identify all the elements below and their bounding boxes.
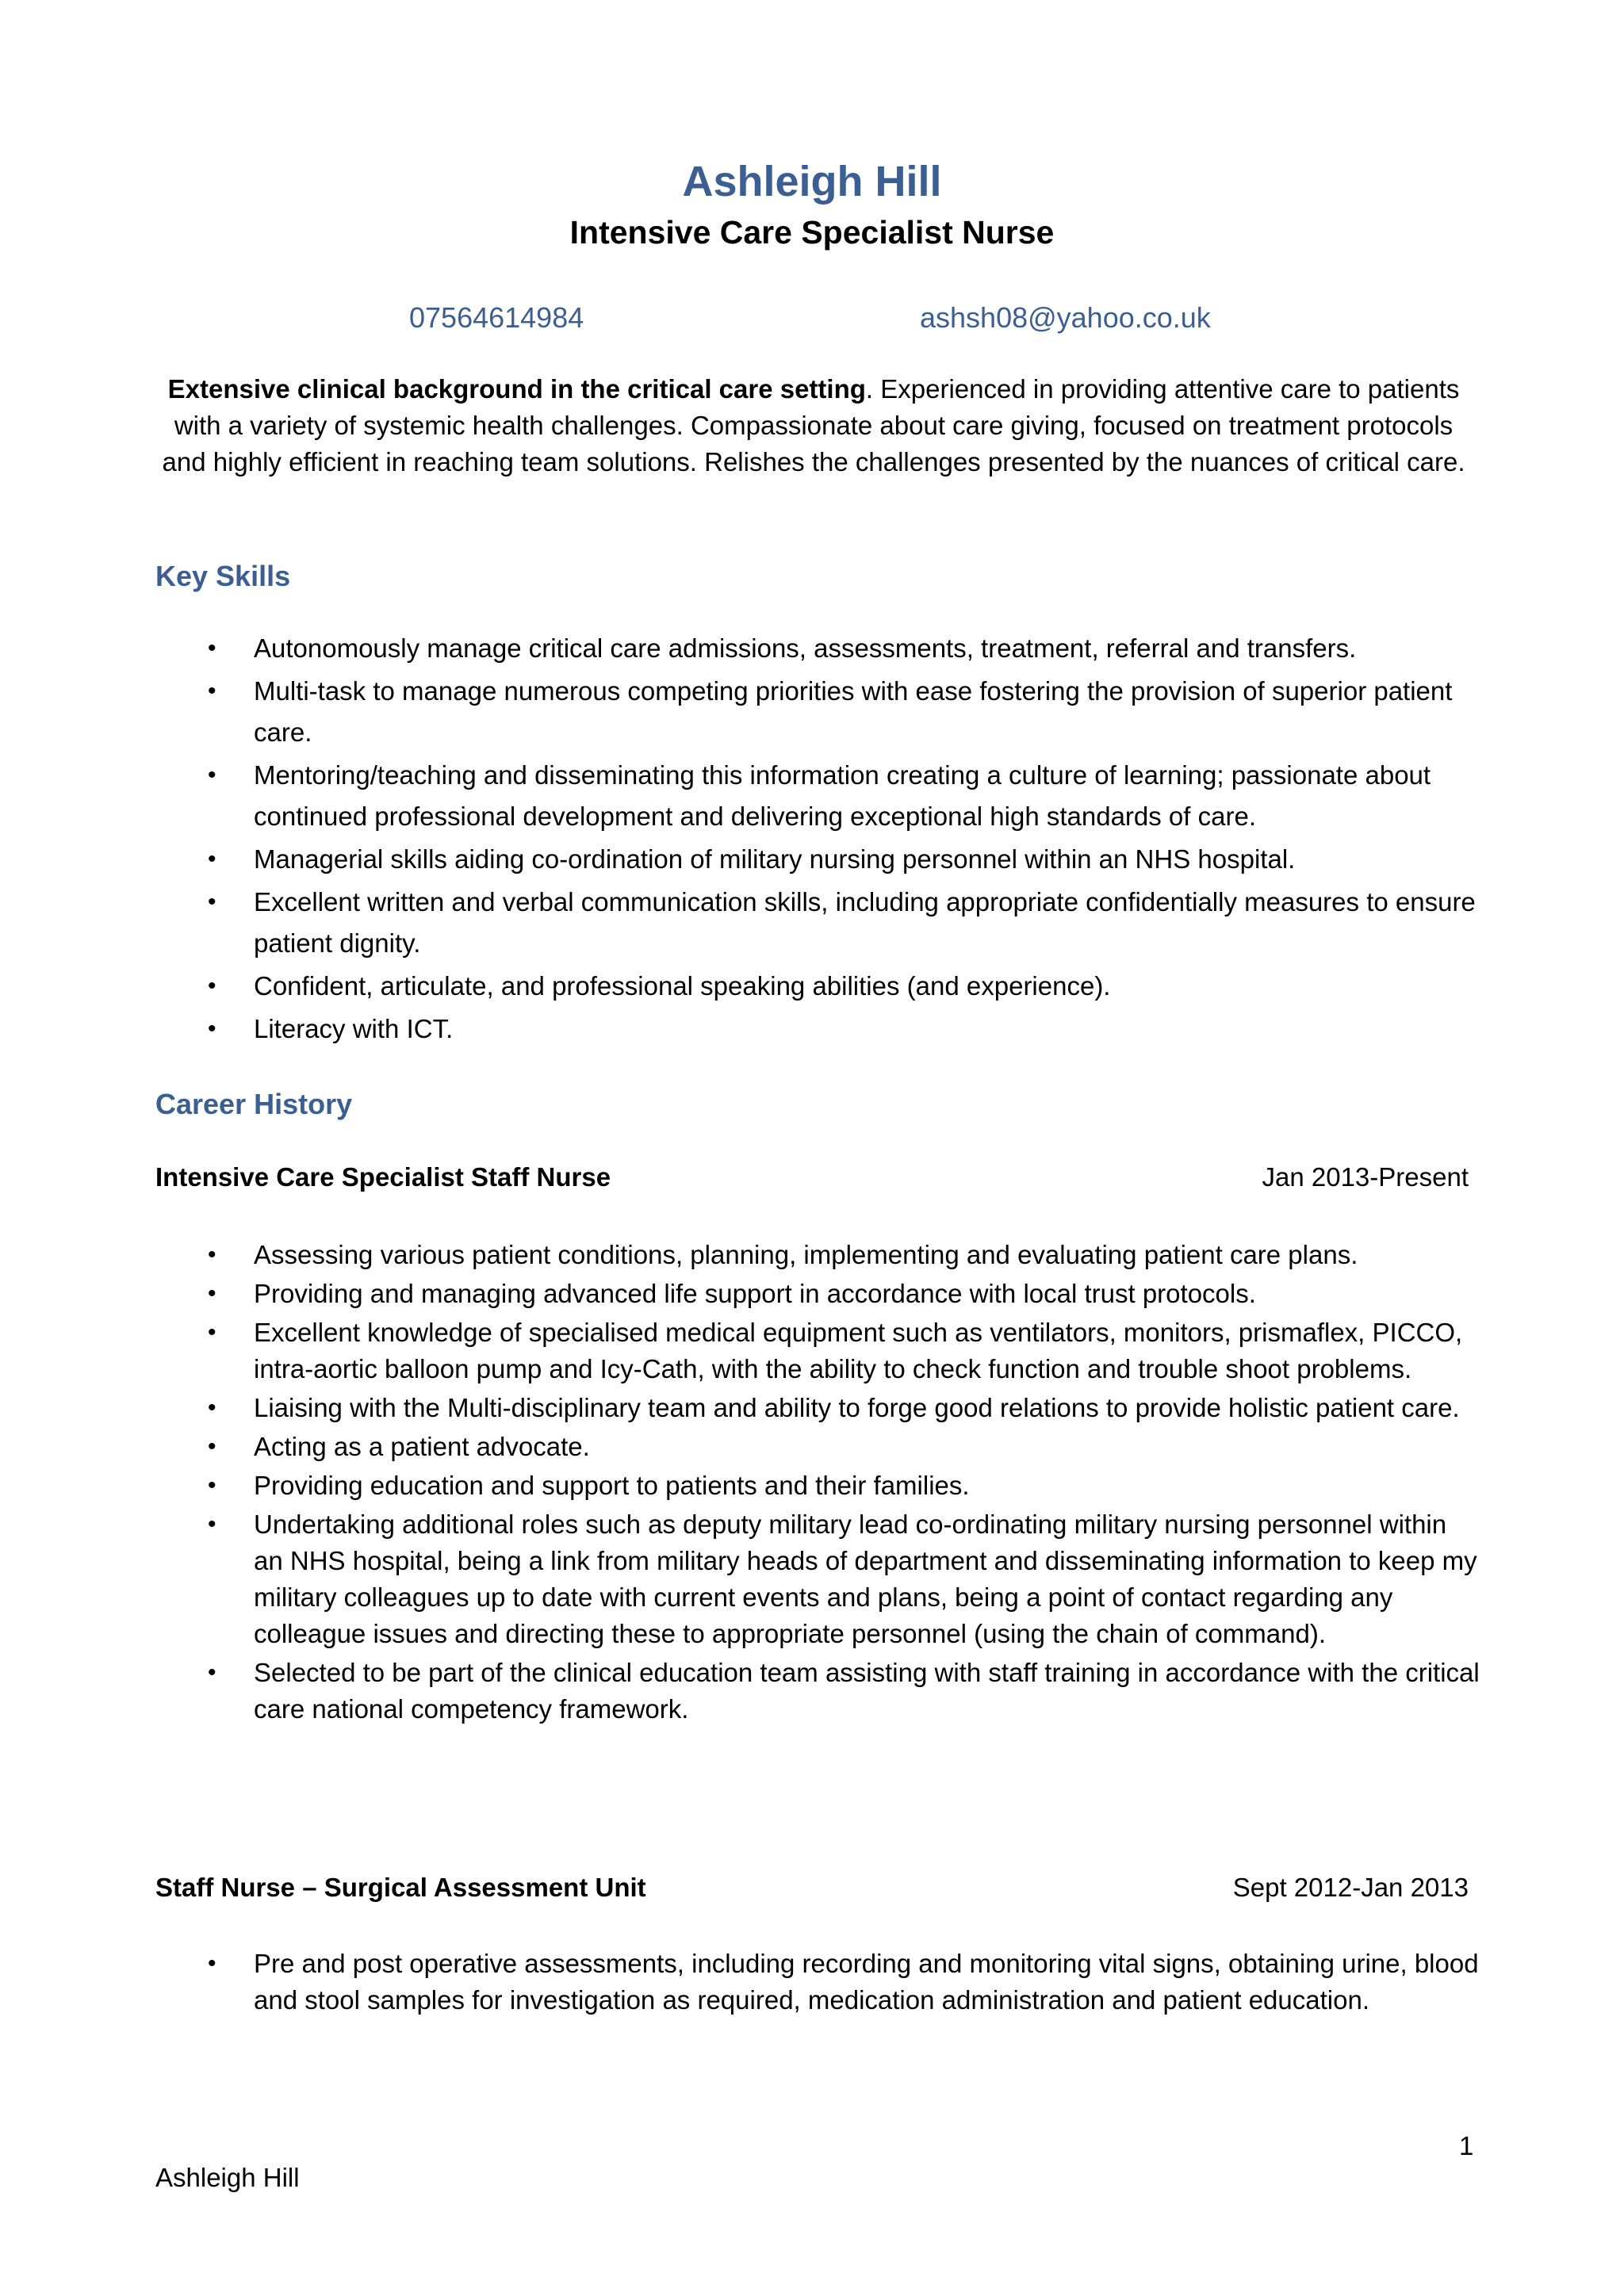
duty-text: Liaising with the Multi-disciplinary team and ability to forge good relations to provide holistic patient care.	[254, 1393, 1460, 1422]
duty-text: Excellent knowledge of specialised medical equipment such as ventilators, monitors, prismaflex, PICCO, intra-aortic balloon pump and Icy-Cath, with the ability to check function and trouble shoot problems.	[254, 1318, 1463, 1383]
bullet-icon: •	[208, 973, 216, 999]
bullet-icon: •	[208, 1242, 216, 1268]
bullet-icon: •	[208, 762, 216, 788]
bullet-icon: •	[208, 1511, 216, 1537]
candidate-name: Ashleigh Hill	[682, 158, 942, 205]
duty-text: Undertaking additional roles such as deputy military lead co-ordinating military nursing personnel within an NHS hospital, being a link from military heads of department and disseminating information to keep my military colleagues up to date with current events and plans, being a point of contact regarding any colleague issues and directing these to appropriate personnel (using the chain of command).	[254, 1510, 1477, 1648]
job-title: Intensive Care Specialist Staff Nurse	[155, 1162, 611, 1192]
footer-name: Ashleigh Hill	[155, 2163, 300, 2192]
key-skills-heading: Key Skills	[155, 560, 291, 592]
skill-text: Autonomously manage critical care admissions, assessments, treatment, referral and transfers.	[254, 633, 1357, 663]
list-item	[155, 1429, 1480, 1465]
skill-text: Mentoring/teaching and disseminating this information creating a culture of learning; passionate about continued professional development and delivering exceptional high standards of care.	[254, 760, 1431, 831]
list-item	[155, 966, 1480, 1007]
skill-text: Excellent written and verbal communication skills, including appropriate confidentially measures to ensure patient dignity.	[254, 887, 1476, 958]
list-item	[155, 1655, 1480, 1728]
list-item	[155, 1237, 1480, 1273]
list-item	[155, 1506, 1480, 1652]
skill-text: Literacy with ICT.	[254, 1014, 454, 1043]
bullet-icon: •	[208, 1280, 216, 1307]
duty-text: Pre and post operative assessments, including recording and monitoring vital signs, obtaining urine, blood and stool samples for investigation as required, medication administration and patient education.	[254, 1949, 1479, 2015]
job-duties-list	[155, 1946, 1480, 2021]
job-dates: Jan 2013-Present	[1262, 1162, 1469, 1192]
list-item	[155, 671, 1480, 753]
bullet-icon: •	[208, 1395, 216, 1421]
job-duties-list	[155, 1237, 1480, 1730]
list-item	[155, 628, 1480, 669]
bullet-icon: •	[208, 1659, 216, 1686]
list-item	[155, 839, 1480, 880]
duty-text: Providing and managing advanced life support in accordance with local trust protocols.	[254, 1279, 1256, 1308]
duty-text: Providing education and support to patients and their families.	[254, 1471, 970, 1500]
bullet-icon: •	[208, 1016, 216, 1042]
list-item	[155, 1008, 1480, 1050]
bullet-icon: •	[208, 889, 216, 915]
career-history-heading: Career History	[155, 1088, 353, 1120]
list-item	[155, 1390, 1480, 1426]
email-address: ashsh08@yahoo.co.uk	[920, 301, 1211, 334]
summary-text: . Experienced in providing attentive care to patients with a variety of systemic health challenges. Compassionate about care giving, focused on treatment protocols and highly efficient in reaching team solutions. Relishes the challenges presented by the nuances of critical care.	[162, 374, 1465, 476]
bullet-icon: •	[208, 1319, 216, 1345]
list-item	[155, 1946, 1480, 2019]
phone-number: 07564614984	[409, 301, 584, 334]
list-item	[155, 882, 1480, 964]
list-item	[155, 1276, 1480, 1312]
job-header	[155, 1162, 1469, 1192]
key-skills-list	[155, 628, 1480, 1051]
candidate-title: Intensive Care Specialist Nurse	[569, 214, 1055, 251]
job-header	[155, 1873, 1469, 1903]
duty-text: Selected to be part of the clinical education team assisting with staff training in accordance with the critical care national competency framework.	[254, 1658, 1480, 1724]
bullet-icon: •	[208, 846, 216, 872]
list-item	[155, 1314, 1480, 1387]
skill-text: Confident, articulate, and professional speaking abilities (and experience).	[254, 971, 1111, 1001]
bullet-icon: •	[208, 1472, 216, 1498]
bullet-icon: •	[208, 1433, 216, 1460]
job-title: Staff Nurse – Surgical Assessment Unit	[155, 1873, 646, 1902]
skill-text: Managerial skills aiding co-ordination of military nursing personnel within an NHS hospital.	[254, 844, 1296, 874]
bullet-icon: •	[208, 678, 216, 704]
bullet-icon: •	[208, 635, 216, 661]
profile-summary	[155, 371, 1472, 480]
bullet-icon: •	[208, 1950, 216, 1976]
skill-text: Multi-task to manage numerous competing priorities with ease fostering the provision of superior patient care.	[254, 676, 1453, 747]
duty-text: Acting as a patient advocate.	[254, 1432, 590, 1461]
job-dates: Sept 2012-Jan 2013	[1232, 1873, 1469, 1902]
page-number: 1	[1459, 2131, 1474, 2160]
duty-text: Assessing various patient conditions, planning, implementing and evaluating patient care plans.	[254, 1240, 1358, 1269]
list-item	[155, 755, 1480, 837]
list-item	[155, 1468, 1480, 1504]
summary-lead: Extensive clinical background in the critical care setting	[167, 374, 866, 404]
